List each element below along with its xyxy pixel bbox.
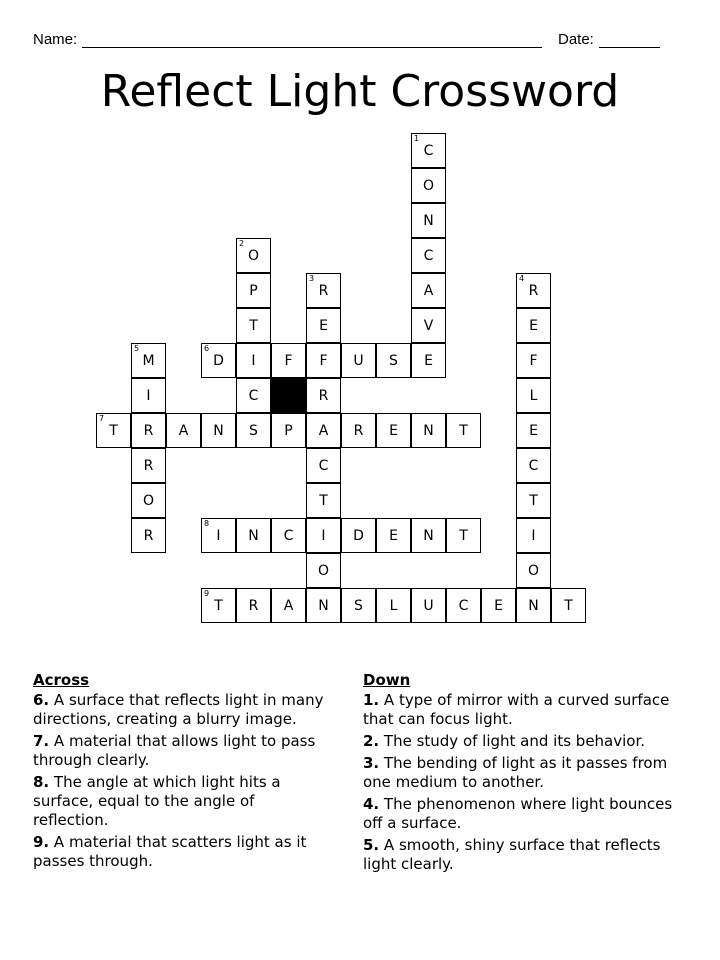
clue-number: 6. [33,691,50,709]
down-clue [363,754,683,792]
down-clue [363,836,683,874]
cell-letter: L [529,387,538,404]
cell-letter: N [423,422,434,439]
cell-letter: I [216,527,221,544]
cell-letter: E [319,317,328,334]
grid-cell[interactable] [516,343,551,378]
grid-cell[interactable] [341,518,376,553]
grid-cell[interactable] [411,308,446,343]
cell-letter: N [213,422,224,439]
down-clue [363,691,683,729]
grid-cell[interactable] [516,588,551,623]
cell-letter: T [214,597,223,614]
clue-text: A material that allows light to pass through clearly. [33,732,316,769]
cell-letter: E [389,527,398,544]
cell-letter: S [354,597,363,614]
across-clue [33,833,333,871]
grid-cell[interactable] [341,413,376,448]
cell-letter: E [529,317,538,334]
grid-cell[interactable] [516,308,551,343]
grid-cell[interactable] [446,588,481,623]
down-list [363,691,683,874]
clue-text: A surface that reflects light in many directions, creating a blurry image. [33,691,324,728]
cell-letter: N [528,597,539,614]
cell-number: 7 [99,414,105,423]
grid-cell[interactable] [236,273,271,308]
grid-cell[interactable] [306,588,341,623]
grid-cell[interactable] [271,343,306,378]
grid-cell[interactable] [271,588,306,623]
cell-number: 4 [519,274,525,283]
cell-letter: N [248,527,259,544]
cell-letter: O [142,492,155,509]
date-label: Date: [558,31,594,48]
cell-letter: C [318,457,329,474]
cell-letter: R [318,387,329,404]
cell-number: 1 [414,134,420,143]
grid-cell[interactable] [516,448,551,483]
across-heading: Across [33,671,90,689]
cell-letter: I [251,352,256,369]
grid-cell[interactable] [236,413,271,448]
grid-cell[interactable] [376,588,411,623]
cell-letter: C [283,527,294,544]
cell-letter: N [318,597,329,614]
cell-letter: C [423,247,434,264]
grid-cell[interactable] [236,238,271,273]
grid-cell[interactable] [131,448,166,483]
cell-number: 6 [204,344,210,353]
cell-letter: T [319,492,328,509]
cell-letter: O [317,562,330,579]
grid-cell[interactable] [341,588,376,623]
grid-cell[interactable] [306,378,341,413]
grid-cell[interactable] [306,308,341,343]
clue-number: 3. [363,754,380,772]
grid-cell[interactable] [411,203,446,238]
cell-letter: R [248,597,259,614]
grid-cell[interactable] [516,378,551,413]
cell-letter: A [178,422,189,439]
clue-text: The study of light and its behavior. [379,732,646,750]
grid-cell[interactable] [131,343,166,378]
grid-cell[interactable] [516,483,551,518]
cell-letter: F [319,352,328,369]
cell-letter: O [247,247,260,264]
grid-cell[interactable] [131,483,166,518]
grid-cell[interactable] [236,378,271,413]
cell-letter: M [142,352,155,369]
grid-cell[interactable] [306,413,341,448]
cell-letter: A [283,597,294,614]
cell-letter: U [423,597,434,614]
down-clue [363,795,683,833]
cell-letter: A [423,282,434,299]
grid-cell[interactable] [411,413,446,448]
cell-letter: C [423,142,434,159]
cell-letter: I [321,527,326,544]
down-heading: Down [363,671,411,689]
grid-cell[interactable] [516,518,551,553]
down-clue [363,732,683,751]
cell-letter: F [284,352,293,369]
grid-cell[interactable] [411,238,446,273]
cell-letter: R [318,282,329,299]
black-cell [271,378,306,413]
cell-letter: O [422,177,435,194]
grid-cell[interactable] [236,588,271,623]
cell-letter: L [389,597,398,614]
across-clue [33,691,333,729]
cell-letter: T [459,422,468,439]
clue-text: A type of mirror with a curved surface that can focus light. [363,691,670,728]
cell-letter: E [494,597,503,614]
cell-letter: O [527,562,540,579]
across-clue [33,732,333,770]
grid-cell[interactable] [341,343,376,378]
cell-letter: P [249,282,258,299]
cell-number: 9 [204,589,210,598]
grid-cell[interactable] [411,343,446,378]
cell-letter: C [248,387,259,404]
grid-cell[interactable] [376,518,411,553]
grid-cell[interactable] [376,343,411,378]
clue-number: 8. [33,773,50,791]
grid-cell[interactable] [411,588,446,623]
across-clues [33,670,333,874]
cell-letter: R [353,422,364,439]
grid-cell[interactable] [306,553,341,588]
grid-cell[interactable] [96,413,131,448]
clue-text: The phenomenon where light bounces off a surface. [363,795,673,832]
cell-letter: E [424,352,433,369]
grid-cell[interactable] [131,518,166,553]
cell-letter: T [109,422,118,439]
cell-number: 8 [204,519,210,528]
grid-cell[interactable] [201,518,236,553]
clue-text: A material that scatters light as it passes through. [33,833,307,870]
grid-cell[interactable] [516,413,551,448]
grid-cell[interactable] [411,518,446,553]
grid-cell[interactable] [201,588,236,623]
grid-cell[interactable] [551,588,586,623]
grid-cell[interactable] [166,413,201,448]
across-list [33,691,333,871]
grid-cell[interactable] [306,448,341,483]
cell-letter: D [213,352,224,369]
grid-cell[interactable] [516,553,551,588]
grid-cell[interactable] [131,413,166,448]
cell-letter: I [531,527,536,544]
cell-letter: N [423,212,434,229]
cell-letter: S [389,352,398,369]
grid-cell[interactable] [271,518,306,553]
cell-letter: U [353,352,364,369]
grid-cell[interactable] [236,308,271,343]
cell-letter: S [249,422,258,439]
cell-letter: A [318,422,329,439]
grid-cell[interactable] [446,413,481,448]
cell-letter: P [284,422,293,439]
cell-letter: T [529,492,538,509]
grid-cell[interactable] [306,273,341,308]
grid-cell[interactable] [236,343,271,378]
grid-cell[interactable] [201,413,236,448]
page-title: Reflect Light Crossword [100,66,620,117]
grid-cell[interactable] [411,133,446,168]
down-clues [363,670,683,877]
cell-letter: F [529,352,538,369]
cell-letter: V [423,317,434,334]
grid-cell[interactable] [131,378,166,413]
clue-number: 5. [363,836,380,854]
grid-cell[interactable] [271,413,306,448]
cell-letter: D [353,527,364,544]
cell-letter: C [458,597,469,614]
grid-cell[interactable] [411,168,446,203]
cell-letter: R [528,282,539,299]
cell-number: 2 [239,239,245,248]
grid-cell[interactable] [516,273,551,308]
grid-cell[interactable] [306,343,341,378]
cell-letter: T [564,597,573,614]
grid-cell[interactable] [236,518,271,553]
cell-letter: E [389,422,398,439]
cell-number: 5 [134,344,140,353]
cell-letter: R [143,422,154,439]
grid-cell[interactable] [306,518,341,553]
cell-letter: T [249,317,258,334]
grid-cell[interactable] [201,343,236,378]
cell-letter: R [143,457,154,474]
clue-text: The bending of light as it passes from one medium to another. [363,754,668,791]
grid-cell[interactable] [481,588,516,623]
cell-letter: N [423,527,434,544]
grid-cell[interactable] [376,413,411,448]
cell-letter: C [528,457,539,474]
clue-number: 4. [363,795,380,813]
cell-letter: R [143,527,154,544]
cell-letter: I [146,387,151,404]
clue-number: 1. [363,691,380,709]
clue-number: 7. [33,732,50,750]
cell-number: 3 [309,274,315,283]
cell-letter: E [529,422,538,439]
grid-cell[interactable] [446,518,481,553]
clue-text: A smooth, shiny surface that reflects light clearly. [363,836,661,873]
grid-cell[interactable] [306,483,341,518]
clue-number: 2. [363,732,380,750]
clue-text: The angle at which light hits a surface, equal to the angle of reflection. [33,773,281,829]
grid-cell[interactable] [411,273,446,308]
cell-letter: T [459,527,468,544]
clue-number: 9. [33,833,50,851]
name-label: Name: [33,31,78,48]
across-clue [33,773,333,830]
